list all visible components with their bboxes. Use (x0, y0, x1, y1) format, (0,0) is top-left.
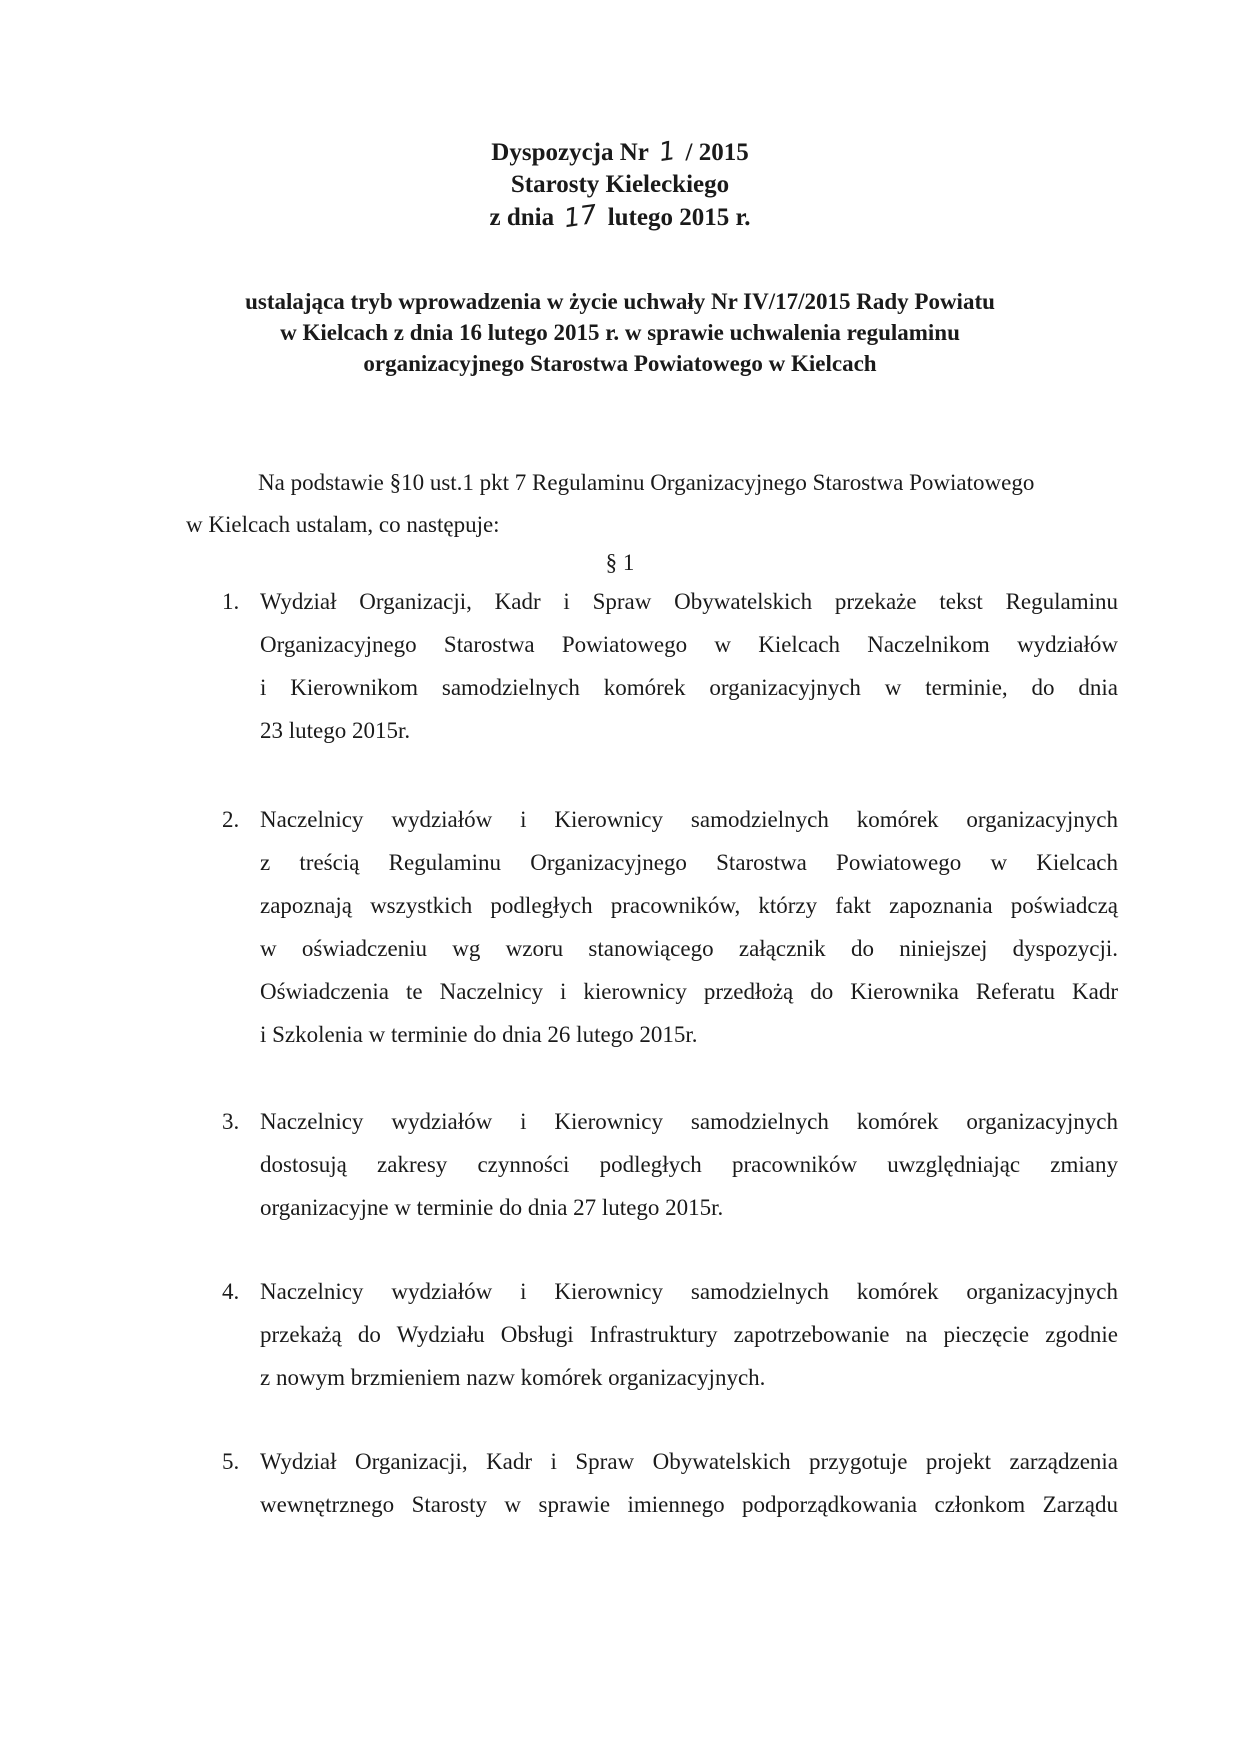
handwritten-number: 1 (656, 135, 678, 169)
legal-basis-paragraph (186, 462, 1120, 546)
date-suffix: lutego 2015 r. (607, 204, 751, 231)
intro-line: w Kielcach ustalam, co następuje: (186, 512, 500, 537)
provision-text (260, 1100, 1118, 1229)
handwritten-day: 17 (562, 199, 600, 235)
provision-line: organizacyjne w terminie do dnia 27 lutego 2015r. (260, 1195, 724, 1220)
provision-line: Naczelnicy wydziałów i Kierownicy samodzielnych komórek organizacyjnych (260, 1279, 1118, 1304)
document-header (0, 136, 1240, 234)
provision-line: Naczelnicy wydziałów i Kierownicy samodzielnych komórek organizacyjnych (260, 1109, 1118, 1134)
provision-line: przekażą do Wydziału Obsługi Infrastruktury zapotrzebowanie na pieczęcie zgodnie (260, 1322, 1118, 1347)
subject-line: ustalająca tryb wprowadzenia w życie uchwały Nr IV/17/2015 Rady Powiatu (245, 289, 995, 314)
disposition-number-line (0, 136, 1240, 169)
provision-line: Organizacyjnego Starostwa Powiatowego w Kielcach Naczelnikom wydziałów (260, 632, 1118, 657)
subject-line: organizacyjnego Starostwa Powiatowego w Kielcach (363, 351, 877, 376)
provision-number: 4. (222, 1279, 240, 1304)
provision-line: i Szkolenia w terminie do dnia 26 lutego 2015r. (260, 1022, 698, 1047)
provision-number: 5. (222, 1449, 240, 1474)
intro-line: Na podstawie §10 ust.1 pkt 7 Regulaminu Organizacyjnego Starostwa Powiatowego (258, 470, 1035, 495)
provision-line: z nowym brzmieniem nazw komórek organizacyjnych. (260, 1365, 766, 1390)
provision-line: Wydział Organizacji, Kadr i Spraw Obywatelskich przekaże tekst Regulaminu (260, 589, 1118, 614)
provision-number: 3. (222, 1109, 240, 1134)
section-heading: § 1 (605, 550, 635, 575)
provision-line: 23 lutego 2015r. (260, 718, 411, 743)
provision-number: 2. (222, 807, 240, 832)
provision-line: dostosują zakresy czynności podległych pracowników uwzględniając zmiany (260, 1152, 1118, 1177)
provision-line: w oświadczeniu wg wzoru stanowiącego załącznik do niniejszej dyspozycji. (260, 936, 1118, 961)
provision-line: z treścią Regulaminu Organizacyjnego Starostwa Powiatowego w Kielcach (260, 850, 1118, 875)
provision-line: zapoznają wszystkich podległych pracowników, którzy fakt zapoznania poświadczą (260, 893, 1118, 918)
provision-text (260, 1440, 1118, 1526)
provision-line: wewnętrznego Starosty w sprawie imiennego podporządkowania członkom Zarządu (260, 1492, 1118, 1517)
provision-line: Naczelnicy wydziałów i Kierownicy samodzielnych komórek organizacyjnych (260, 807, 1118, 832)
issuer-line: Starosty Kieleckiego (510, 171, 730, 198)
provision-text (260, 798, 1118, 1056)
provision-text (260, 580, 1118, 752)
subject-line: w Kielcach z dnia 16 lutego 2015 r. w sprawie uchwalenia regulaminu (280, 320, 960, 345)
provision-line: i Kierownikom samodzielnych komórek organizacyjnych w terminie, do dnia (260, 675, 1118, 700)
disposition-year: / 2015 (685, 139, 749, 166)
provision-line: Oświadczenia te Naczelnicy i kierownicy przedłożą do Kierownika Referatu Kadr (260, 979, 1118, 1004)
date-line (0, 201, 1240, 234)
provision-line: Wydział Organizacji, Kadr i Spraw Obywatelskich przygotuje projekt zarządzenia (260, 1449, 1118, 1474)
date-prefix: z dnia (489, 204, 555, 231)
document-subject (0, 286, 1240, 379)
disposition-label: Dyspozycja Nr (491, 139, 649, 166)
provision-text (260, 1270, 1118, 1399)
provision-number: 1. (222, 589, 240, 614)
